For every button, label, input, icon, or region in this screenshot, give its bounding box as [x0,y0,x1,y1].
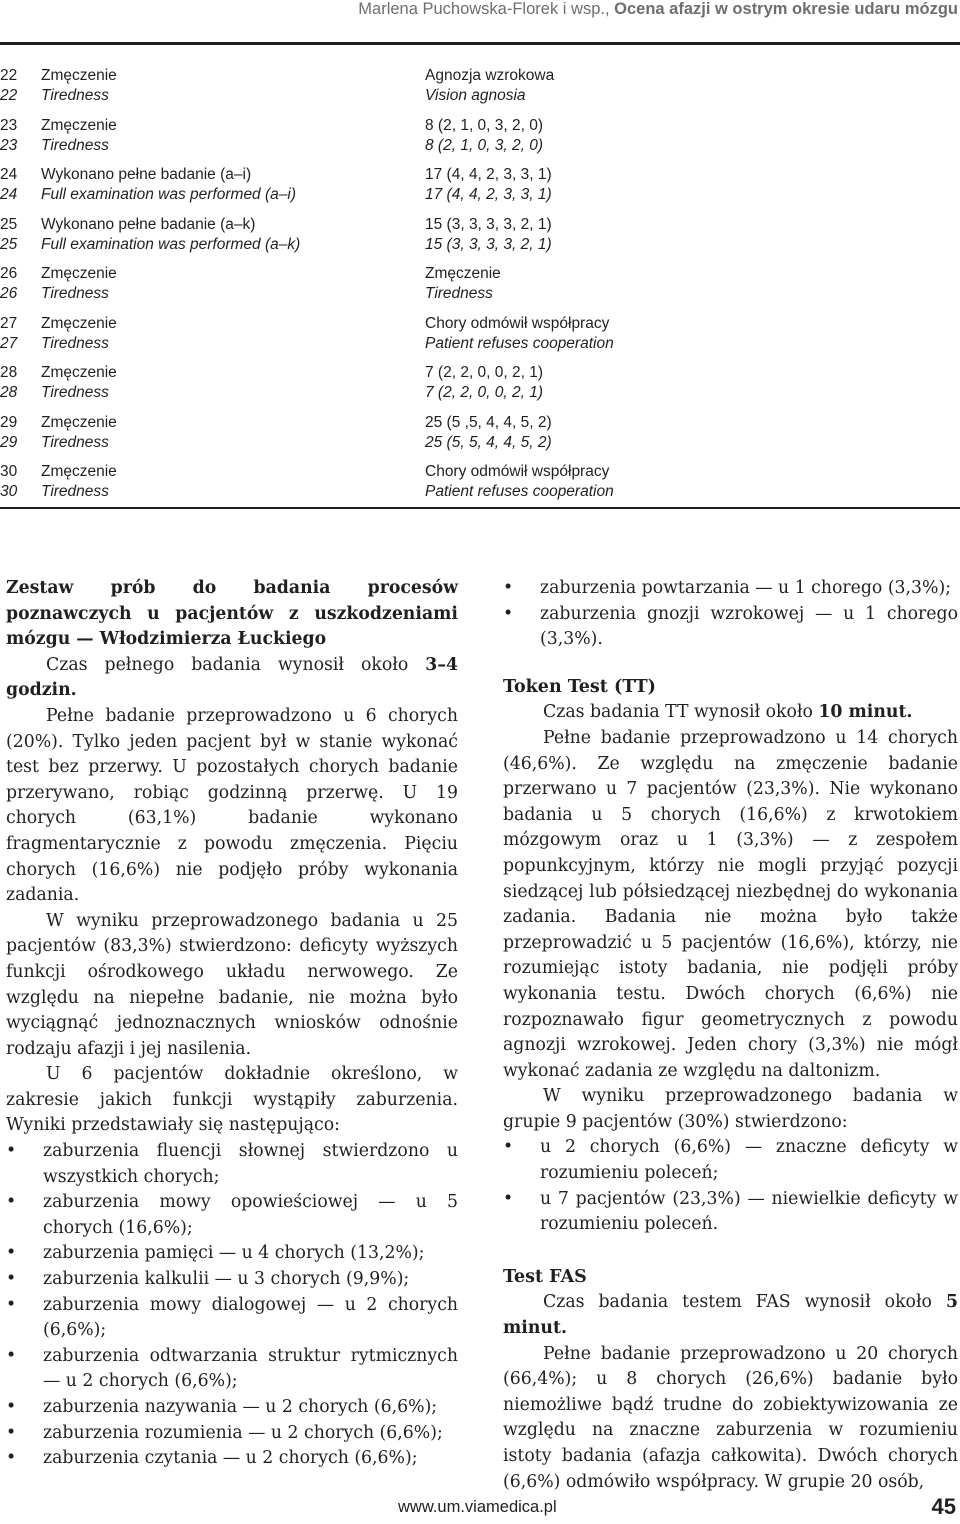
duration-text: Czas badania TT wynosił około [543,702,819,723]
list-item: • zaburzenia odtwarzania struktur rytmicznych — u 2 chorych (6,6%); [6,1344,458,1395]
list-item: • zaburzenia rozumienia — u 2 chorych (6,6%); [6,1421,458,1447]
observation-pl: Zmęczenie [41,413,117,431]
findings-list [6,1139,458,1472]
result-en: Patient refuses cooperation [425,334,614,352]
observation-pl: Zmęczenie [41,364,117,381]
row-number: 27 [0,314,18,332]
observation-pl: Zmęczenie [41,67,117,84]
right-column [503,576,958,1495]
table-row [0,116,960,166]
observation-en: Tiredness [41,136,109,154]
observation-pl: Zmęczenie [41,116,117,134]
row-number: 24 [0,186,18,203]
paragraph: W wyniku przeprowadzonego badania u 25 pacjentów (83,3%) stwierdzono: deficyty wyższych funkcji ośrodkowego układu nerwowego. Ze względu na niepełne badanie, nie można było wyciągnąć jednoznacznych wniosków odnośnie rodzaju afazji i jej nasilenia. [6,910,458,1059]
table-row [0,264,960,314]
paragraph: W wyniku przeprowadzonego badania w grupie 9 pacjentów (30%) stwierdzono: [503,1086,958,1132]
paragraph [6,653,458,704]
result-pl: 15 (3, 3, 3, 3, 2, 1) [425,215,552,233]
row-number: 27 [0,334,18,352]
header-title: Ocena afazji w ostrym okresie udaru mózgu [614,0,958,18]
table-bottom-rule [0,507,960,509]
observation-pl: Wykonano pełne badanie (a–i) [41,166,252,183]
observation-en: Full examination was performed (a–k) [41,235,301,253]
duration-value: 10 minut. [818,702,913,723]
duration-value: 5 minut. [503,1292,958,1339]
observation-pl: Zmęczenie [41,463,117,480]
list-item: • u 2 chorych (6,6%) — znaczne deficyty w rozumieniu poleceń; [503,1135,958,1186]
observation-en: Tiredness [41,433,109,451]
row-number: 23 [0,116,18,134]
table-row [0,215,960,265]
result-pl: Zmęczenie [425,265,501,282]
row-number: 26 [0,265,18,282]
list-item: • zaburzenia nazywania — u 2 chorych (6,6%); [6,1395,458,1421]
paragraph [503,700,958,726]
paragraph: U 6 pacjentów dokładnie określono, w zakresie jakich funkcji wystąpiły zaburzenia. Wyniki przedstawiały się następująco: [6,1064,458,1136]
result-en: 15 (3, 3, 3, 3, 2, 1) [425,235,552,253]
result-en: Tiredness [425,285,493,302]
result-pl: 17 (4, 4, 2, 3, 3, 1) [425,166,552,183]
observation-en: Full examination was performed (a–i) [41,186,296,203]
row-number: 24 [0,166,18,183]
running-header [358,0,958,24]
results-table [0,66,960,512]
observation-en: Tiredness [41,87,109,104]
row-number: 28 [0,384,18,401]
observation-pl: Wykonano pełne badanie (a–k) [41,215,256,233]
row-number: 26 [0,285,18,302]
list-item: • zaburzenia pamięci — u 4 chorych (13,2%); [6,1241,458,1267]
table-row [0,165,960,215]
result-pl: Chory odmówił współpracy [425,314,610,332]
duration-text: Czas pełnego badania wynosił około [46,654,426,675]
observation-en: Tiredness [41,384,109,401]
row-number: 29 [0,413,18,431]
table-row [0,363,960,413]
result-pl: Agnozja wzrokowa [425,67,555,84]
paragraph [503,1290,958,1341]
table-row [0,66,960,116]
page-number: 45 [931,1494,956,1519]
row-number: 25 [0,235,18,253]
result-en: 25 (5, 5, 4, 4, 5, 2) [425,433,552,451]
observation-pl: Zmęczenie [41,314,117,332]
row-number: 22 [0,87,18,104]
observation-en: Tiredness [41,334,109,352]
result-en: 17 (4, 4, 2, 3, 3, 1) [425,186,552,203]
paragraph: Pełne badanie przeprowadzono u 6 chorych (20%). Tylko jeden pacjent był w stanie wykonać test bez przerwy. U pozostałych chorych badanie przerywano, robiąc godzinną przerwę. U 19 chorych (63,1%) badanie wykonano fragmentarycznie z powodu zmęczenia. Pięciu chorych (16,6%) nie podjęło próby wykonania zadania. [6,705,458,906]
list-item: • zaburzenia gnozji wzrokowej — u 1 chorego (3,3%). [503,602,958,653]
table-row [0,314,960,364]
tt-findings-list [503,1135,958,1237]
row-number: 25 [0,215,18,233]
row-number: 29 [0,433,18,451]
header-authors: Marlena Puchowska-Florek i wsp., [358,0,610,18]
table-top-rule [0,42,960,45]
observation-en: Tiredness [41,483,109,500]
findings-list-continued [503,576,958,653]
result-en: 8 (2, 1, 0, 3, 2, 0) [425,136,544,154]
observation-pl: Zmęczenie [41,265,117,282]
paragraph: Pełne badanie przeprowadzono u 14 chorych (46,6%). Ze względu na zmęczenie badanie przerwano u 7 pacjentów (23,3%). Nie wykonano badania u 5 chorych (16,6%) z krwotokiem mózgowym oraz u 1 (3,3%) — z zespołem popunkcyjnym, którzy nie mogli przyjąć pozycji siedzącej lub półsiedzącej niezbędnej do wykonania zadania. Badania nie można było także przeprowadzić u 5 pacjentów (16,6%), którzy, nie rozumiejąc istoty badania, nie podjęli próby wykonania testu. Dwóch chorych (6,6%) nie rozpoznawało figur geometrycznych z powodu agnozji wzrokowej. Jeden chory (3,3%) nie mógł wykonać zadania ze względu na daltonizm. [503,727,958,1081]
result-pl: 7 (2, 2, 0, 0, 2, 1) [425,364,544,381]
section-title-token-test: Token Test (TT) [503,676,656,697]
list-item: • u 7 pacjentów (23,3%) — niewielkie deficyty w rozumieniu poleceń. [503,1187,958,1238]
list-item: • zaburzenia mowy opowieściowej — u 5 chorych (16,6%); [6,1190,458,1241]
list-item: • zaburzenia powtarzania — u 1 chorego (3,3%); [503,576,958,602]
result-pl: Chory odmówił współpracy [425,463,610,480]
result-pl: 25 (5 ,5, 4, 4, 5, 2) [425,413,552,431]
list-item: • zaburzenia mowy dialogowej — u 2 chorych (6,6%); [6,1293,458,1344]
table-row [0,462,960,512]
journal-url: www.um.viamedica.pl [398,1498,557,1516]
section-title-luckiego: Zestaw prób do badania procesów poznawczych u pacjentów z uszkodzeniami mózgu — Włodzimierza Łuckiego [6,578,458,650]
row-number: 28 [0,364,18,381]
list-item: • zaburzenia czytania — u 2 chorych (6,6%); [6,1446,458,1472]
list-item: • zaburzenia kalkulii — u 3 chorych (9,9%); [6,1267,458,1293]
row-number: 30 [0,483,18,500]
row-number: 22 [0,67,18,84]
result-en: 7 (2, 2, 0, 0, 2, 1) [425,384,544,401]
result-en: Vision agnosia [425,87,526,104]
table-row [0,413,960,463]
result-en: Patient refuses cooperation [425,483,614,500]
row-number: 23 [0,136,18,154]
paragraph: Pełne badanie przeprowadzono u 20 chorych (66,4%); u 8 chorych (26,6%) badanie było niemożliwe bądź trudne do zobiektywizowania ze względu na znaczne zaburzenia w rozumieniu istoty badania (afazja całkowita). Dwóch chorych (6,6%) odmówiło współpracy. W grupie 20 osób, [503,1343,958,1492]
duration-text: Czas badania testem FAS wynosił około [543,1292,946,1313]
row-number: 30 [0,463,18,480]
left-column [6,576,458,1472]
result-pl: 8 (2, 1, 0, 3, 2, 0) [425,116,544,134]
observation-en: Tiredness [41,285,109,302]
list-item: • zaburzenia fluencji słownej stwierdzono u wszystkich chorych; [6,1139,458,1190]
section-title-fas: Test FAS [503,1266,587,1287]
duration-value: 3–4 godzin. [6,654,458,701]
